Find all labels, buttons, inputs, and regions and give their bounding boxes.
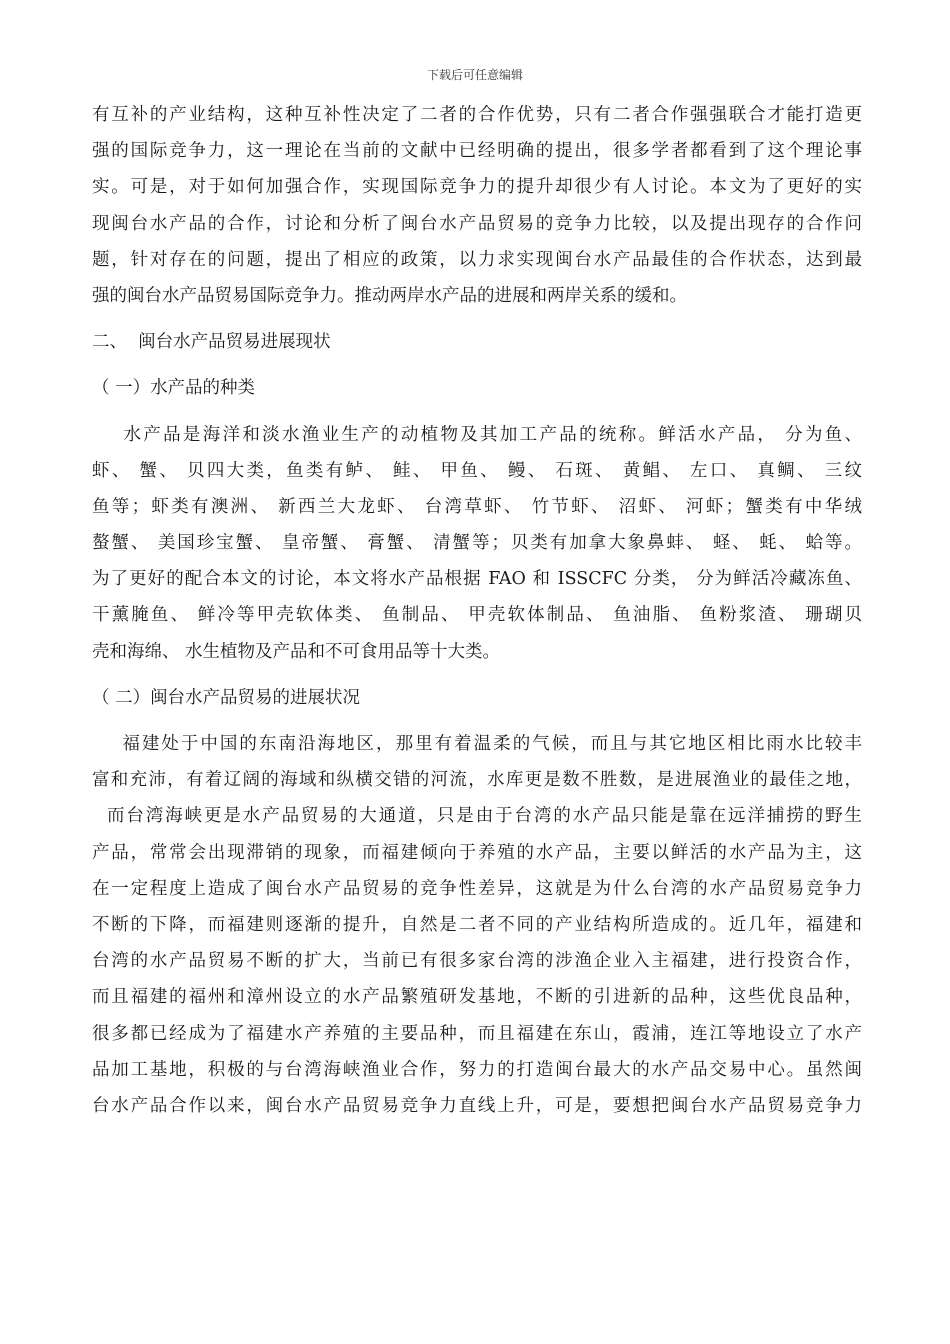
text-line: 在一定程度上造成了闽台水产品贸易的竞争性差异，这就是为什么台湾的水产品贸易竞争力	[92, 878, 862, 899]
text-line: 实。可是，对于如何加强合作，实现国际竞争力的提升却很少有人讨论。本文为了更好的实	[92, 177, 862, 198]
text-line: 干薰腌鱼、 鲜冷等甲壳软体类、 鱼制品、 甲壳软体制品、 鱼油脂、 鱼粉浆渣、 珊瑚贝	[92, 605, 862, 626]
text-line: 产品，常常会出现滞销的现象，而福建倾向于养殖的水产品，主要以鲜活的水产品为主，这	[92, 842, 862, 863]
text-line: 福建处于中国的东南沿海地区，那里有着温柔的气候，而且与其它地区相比雨水比较丰	[92, 734, 862, 754]
text-line: 题，针对存在的问题，提出了相应的政策，以力求实现闽台水产品最佳的合作状态，达到最	[92, 249, 862, 270]
text-line: 很多都已经成为了福建水产养殖的主要品种，而且福建在东山，霞浦，连江等地设立了水产	[92, 1023, 862, 1044]
text-line: 品加工基地，积极的与台湾海峡渔业合作，努力的打造闽台最大的水产品交易中心。虽然闽	[92, 1059, 862, 1080]
text-line: 而台湾海峡更是水产品贸易的大通道，只是由于台湾的水产品只能是靠在远洋捕捞的野生	[92, 806, 862, 827]
text-line: 虾、 蟹、 贝四大类，鱼类有鲈、 鲑、 甲鱼、 鳗、 石斑、 黄鲳、 左口、 真鲷、 三纹	[92, 460, 862, 481]
text-line: 台湾的水产品贸易不断的扩大，当前已有很多家台湾的涉渔企业入主福建，进行投资合作，	[92, 951, 862, 972]
paragraph-intro	[92, 97, 862, 314]
document-body	[92, 97, 862, 1124]
text-line: 壳和海绵、 水生植物及产品和不可食用品等十大类。	[92, 641, 501, 662]
text-line: 强的闽台水产品贸易国际竞争力。推动两岸水产品的进展和两岸关系的缓和。	[92, 285, 687, 306]
text-line: 螯蟹、 美国珍宝蟹、 皇帝蟹、 膏蟹、 清蟹等；贝类有加拿大象鼻蚌、 蛏、 蚝、 蛤等。	[92, 533, 862, 554]
text-line: 鱼等；虾类有澳洲、 新西兰大龙虾、 台湾草虾、 竹节虾、 沼虾、 河虾；蟹类有中华绒	[92, 496, 862, 517]
paragraph-species	[92, 417, 862, 670]
paragraph-trade-status	[92, 726, 862, 1124]
text-line: 为了更好的配合本文的讨论，本文将水产品根据 FAO 和 ISSCFC 分类， 分为鲜活冷藏冻鱼、	[92, 569, 862, 590]
text-line: 水产品是海洋和淡水渔业生产的动植物及其加工产品的统称。鲜活水产品， 分为鱼、	[92, 424, 862, 445]
subsection-heading: （ 二）闽台水产品贸易的进展状况	[92, 687, 361, 708]
section-heading: 二、 闽台水产品贸易进展现状	[92, 332, 331, 353]
text-line: 而且福建的福州和漳州设立的水产品繁殖研发基地，不断的引进新的品种，这些优良品种，	[92, 987, 862, 1008]
text-line: 强的国际竞争力，这一理论在当前的文献中已经明确的提出，很多学者都看到了这个理论事	[92, 141, 862, 162]
text-line: 现闽台水产品的合作，讨论和分析了闽台水产品贸易的竞争力比较，以及提出现存的合作问	[92, 213, 862, 234]
text-line: 富和充沛，有着辽阔的海域和纵横交错的河流，水库更是数不胜数，是进展渔业的最佳之地，	[92, 770, 862, 791]
text-line: 不断的下降，而福建则逐渐的提升，自然是二者不同的产业结构所造成的。近几年，福建和	[92, 914, 862, 935]
subsection-heading: （ 一）水产品的种类	[92, 378, 256, 399]
page-header: 下载后可任意编辑	[426, 68, 523, 82]
text-line: 台水产品合作以来，闽台水产品贸易竞争力直线上升，可是，要想把闽台水产品贸易竞争力	[92, 1095, 862, 1116]
text-line: 有互补的产业结构，这种互补性决定了二者的合作优势，只有二者合作强强联合才能打造更	[92, 105, 862, 125]
